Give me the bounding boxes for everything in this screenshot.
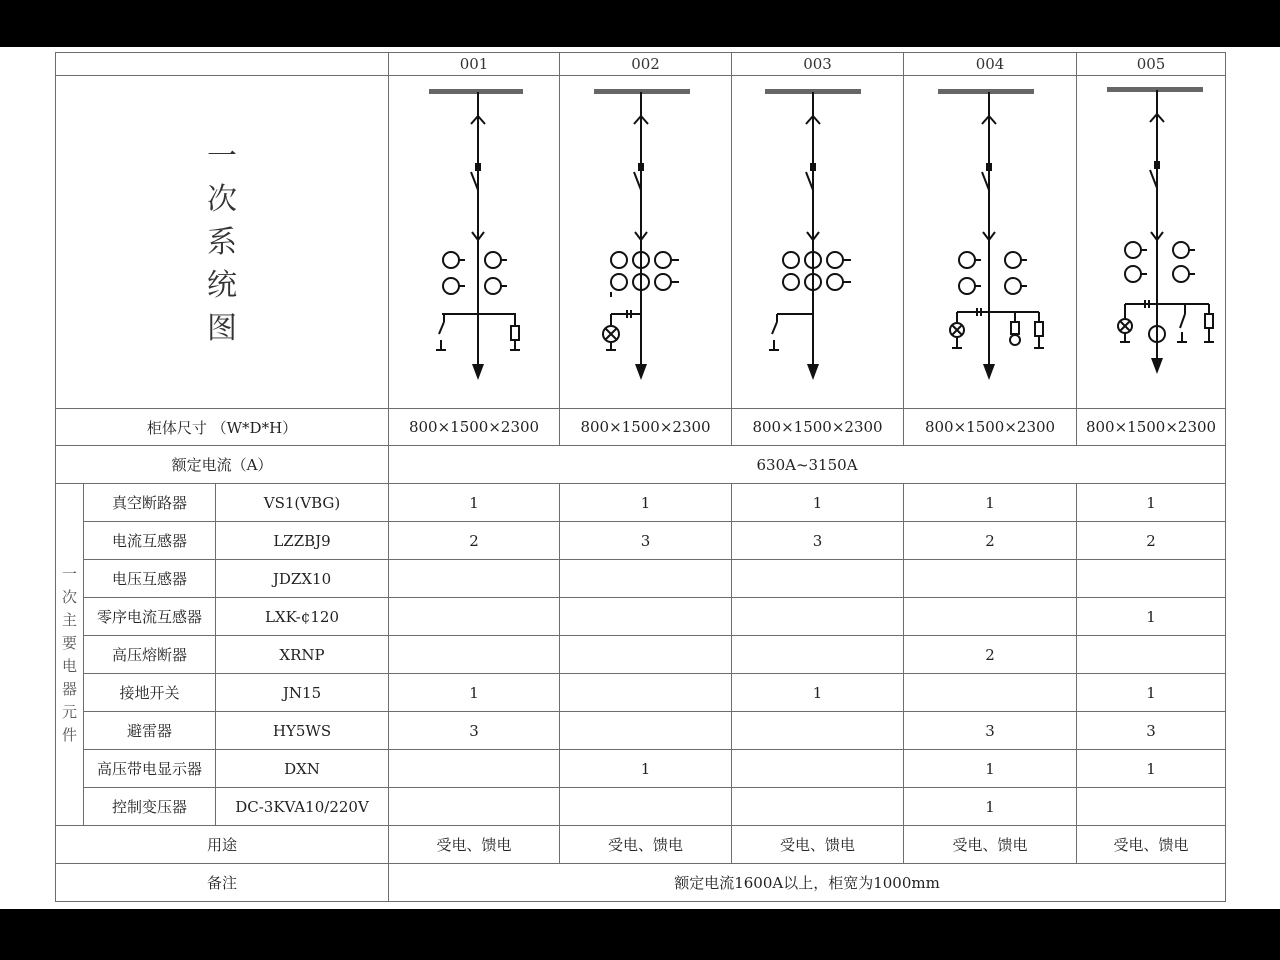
cabinet-size-value: 800×1500×2300: [732, 409, 904, 446]
row-label: 用途: [56, 826, 389, 864]
section-title-cell: [56, 76, 389, 409]
component-name: 高压熔断器: [84, 636, 216, 674]
usage-value: 受电、馈电: [389, 826, 560, 864]
cabinet-number: 005: [1077, 53, 1226, 76]
component-name: 避雷器: [84, 712, 216, 750]
qty-cell: 1: [389, 674, 560, 712]
qty-cell: 2: [389, 522, 560, 560]
qty-cell: [732, 788, 904, 826]
cabinet-number: 001: [389, 53, 560, 76]
document-page: [0, 47, 1280, 909]
qty-cell: 1: [560, 750, 732, 788]
cabinet-size-value: 800×1500×2300: [904, 409, 1077, 446]
usage-row: [56, 826, 1226, 864]
component-row: [56, 522, 1226, 560]
qty-cell: 2: [904, 636, 1077, 674]
qty-cell: 1: [1077, 674, 1226, 712]
component-row: [56, 712, 1226, 750]
cabinet-number: 004: [904, 53, 1077, 76]
qty-cell: [560, 560, 732, 598]
row-label: 备注: [56, 864, 389, 902]
remark-value: 额定电流1600A以上，柜宽为1000mm: [389, 864, 1226, 902]
qty-cell: 1: [904, 750, 1077, 788]
rated-current-row: [56, 446, 1226, 484]
usage-value: 受电、馈电: [1077, 826, 1226, 864]
component-row: [56, 788, 1226, 826]
cabinet-number-row: [56, 53, 1226, 76]
qty-cell: [389, 560, 560, 598]
qty-cell: [904, 598, 1077, 636]
component-row: [56, 484, 1226, 522]
qty-cell: [1077, 788, 1226, 826]
diagram-cell-002: [560, 76, 732, 409]
qty-cell: 1: [904, 484, 1077, 522]
qty-cell: [1077, 636, 1226, 674]
cabinet-size-value: 800×1500×2300: [1077, 409, 1226, 446]
qty-cell: [732, 712, 904, 750]
qty-cell: 2: [1077, 522, 1226, 560]
component-row: [56, 674, 1226, 712]
component-model: LXK-¢120: [216, 598, 389, 636]
qty-cell: [904, 560, 1077, 598]
diagram-cell-001: [389, 76, 560, 409]
component-model: LZZBJ9: [216, 522, 389, 560]
component-model: HY5WS: [216, 712, 389, 750]
qty-cell: 1: [904, 788, 1077, 826]
qty-cell: [904, 674, 1077, 712]
qty-cell: 2: [904, 522, 1077, 560]
component-model: DXN: [216, 750, 389, 788]
component-name: 真空断路器: [84, 484, 216, 522]
qty-cell: [389, 750, 560, 788]
side-group-label: 一 次 主 要 电 器 元 件: [56, 484, 84, 826]
qty-cell: [732, 598, 904, 636]
usage-value: 受电、馈电: [904, 826, 1077, 864]
qty-cell: 1: [1077, 750, 1226, 788]
diagram-cell-005: [1077, 76, 1226, 409]
cabinet-number: 002: [560, 53, 732, 76]
qty-cell: 3: [732, 522, 904, 560]
single-line-diagram-003: [733, 82, 903, 402]
header-blank-cell: [56, 53, 389, 76]
qty-cell: [732, 636, 904, 674]
qty-cell: [560, 712, 732, 750]
rated-current-value: 630A~3150A: [389, 446, 1226, 484]
component-model: DC-3KVA10/220V: [216, 788, 389, 826]
section-title: 一 次 系 统 图: [207, 138, 237, 346]
component-model: VS1(VBG): [216, 484, 389, 522]
single-line-diagram-002: [561, 82, 731, 402]
single-line-diagram-005: [1077, 82, 1225, 402]
component-row: [56, 560, 1226, 598]
qty-cell: 1: [1077, 484, 1226, 522]
qty-cell: [389, 788, 560, 826]
component-name: 零序电流互感器: [84, 598, 216, 636]
usage-value: 受电、馈电: [732, 826, 904, 864]
qty-cell: [560, 788, 732, 826]
component-model: JN15: [216, 674, 389, 712]
qty-cell: 1: [560, 484, 732, 522]
qty-cell: [732, 560, 904, 598]
component-row: [56, 636, 1226, 674]
cabinet-size-row: [56, 409, 1226, 446]
qty-cell: 1: [389, 484, 560, 522]
qty-cell: [560, 598, 732, 636]
qty-cell: 3: [904, 712, 1077, 750]
component-model: XRNP: [216, 636, 389, 674]
qty-cell: [560, 674, 732, 712]
single-line-diagram-004: [905, 82, 1075, 402]
component-name: 接地开关: [84, 674, 216, 712]
qty-cell: 3: [389, 712, 560, 750]
cabinet-number: 003: [732, 53, 904, 76]
component-name: 控制变压器: [84, 788, 216, 826]
qty-cell: 1: [1077, 598, 1226, 636]
qty-cell: 3: [1077, 712, 1226, 750]
component-name: 电流互感器: [84, 522, 216, 560]
row-label: 柜体尺寸 （W*D*H）: [56, 409, 389, 446]
cabinet-size-value: 800×1500×2300: [389, 409, 560, 446]
qty-cell: [389, 598, 560, 636]
component-row: [56, 598, 1226, 636]
single-line-diagram-row: [56, 76, 1226, 409]
remark-row: [56, 864, 1226, 902]
cabinet-size-value: 800×1500×2300: [560, 409, 732, 446]
component-name: 电压互感器: [84, 560, 216, 598]
diagram-cell-003: [732, 76, 904, 409]
qty-cell: 3: [560, 522, 732, 560]
qty-cell: 1: [732, 484, 904, 522]
qty-cell: [560, 636, 732, 674]
component-row: [56, 750, 1226, 788]
qty-cell: [1077, 560, 1226, 598]
single-line-diagram-001: [389, 82, 559, 402]
usage-value: 受电、馈电: [560, 826, 732, 864]
row-label: 额定电流（A）: [56, 446, 389, 484]
qty-cell: [732, 750, 904, 788]
switchgear-schedule-table: [55, 52, 1226, 902]
component-model: JDZX10: [216, 560, 389, 598]
qty-cell: [389, 636, 560, 674]
qty-cell: 1: [732, 674, 904, 712]
diagram-cell-004: [904, 76, 1077, 409]
component-name: 高压带电显示器: [84, 750, 216, 788]
